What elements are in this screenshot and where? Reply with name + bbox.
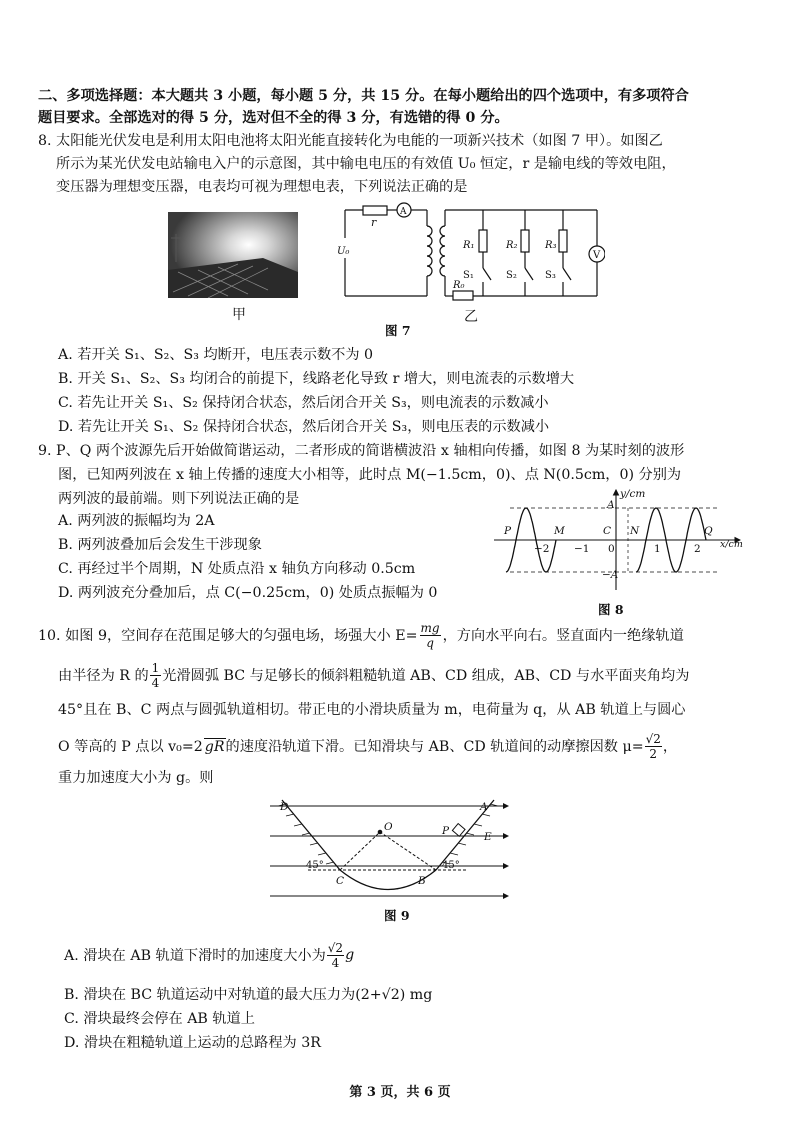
page-footer: 第 3 页，共 6 页 [349, 1085, 451, 1100]
quarter-fraction-num: 1 [151, 660, 160, 675]
q10-option-a [64, 935, 354, 975]
quarter-fraction [150, 661, 162, 690]
q8-option-c: C. 若先让开关 S₁、S₂ 保持闭合状态，然后闭合开关 S₃，则电流表的示数减小 [58, 395, 549, 411]
q10-stem1-post: ，方向水平向右。竖直面内一绝缘轨道 [442, 628, 684, 644]
q9-option-a: A. 两列波的振幅均为 2A [58, 513, 215, 529]
figure9-caption: 图 9 [384, 908, 410, 923]
field-fraction-num: mg [420, 620, 440, 635]
circuit-label-s1: S₁ [463, 270, 474, 281]
circuit-label-s3: S₃ [545, 270, 556, 281]
field-fraction-den: q [426, 635, 434, 650]
circuit-label-r: r [371, 216, 377, 229]
q10-option-a-pre: A. 滑块在 AB 轨道下滑时的加速度大小为 [64, 948, 326, 964]
q9-stem-line1: 9. P、Q 两个波源先后开始做简谐运动，二者形成的简谐横波沿 x 轴相向传播，如图 8 为某时刻的波形 [38, 443, 685, 459]
circuit-diagram [335, 200, 605, 310]
q10-option-c: C. 滑块最终会停在 AB 轨道上 [64, 1011, 255, 1027]
q10-stem-line4 [58, 728, 677, 764]
q9-stem-line2: 图，已知两列波在 x 轴上传播的速度大小相等，此时点 M(−1.5cm，0)、点 N(0.5cm，0) 分别为 [58, 467, 682, 483]
track-label-d: D [280, 801, 289, 813]
circuit-label-r1: R₁ [463, 240, 475, 251]
q8-stem-line3: 变压器为理想变压器，电表均可视为理想电表，下列说法正确的是 [56, 179, 468, 195]
q10-stem4-post: ， [662, 739, 678, 755]
graph-point-m: M [554, 525, 565, 537]
sqrt-gr: gR [204, 738, 225, 755]
q9-option-d: D. 两列波充分叠加后，点 C(−0.25cm，0) 处质点振幅为 0 [58, 585, 438, 601]
mu-fraction-den: 2 [649, 746, 658, 761]
q10-stem4-pre: O 等高的 P 点以 v₀=2 [58, 739, 203, 755]
circuit-label-u0: U₀ [337, 246, 350, 257]
q10-stem2-pre: 由半径为 R 的 [58, 668, 149, 684]
figure8-caption: 图 8 [598, 602, 624, 617]
q10-stem-line5: 重力加速度大小为 g。则 [58, 770, 214, 786]
graph-tick-2: 2 [694, 543, 701, 555]
figure7-label-jia: 甲 [232, 307, 246, 323]
circuit-label-r0: R₀ [453, 280, 465, 291]
q10-stem1-pre: 10. 如图 9，空间存在范围足够大的匀强电场，场强大小 E= [38, 628, 418, 644]
graph-tick-minus2: −2 [534, 543, 550, 555]
section-heading-line2: 题目要求。全部选对的得 5 分，选对但不全的得 3 分，有选错的得 0 分。 [38, 110, 509, 126]
figure7-caption: 图 7 [385, 323, 411, 338]
graph-tick-1: 1 [654, 543, 661, 555]
section-heading-line1: 二、多项选择题：本大题共 3 小题，每小题 5 分，共 15 分。在每小题给出的四个选项中，有多项符合 [38, 88, 689, 104]
q9-option-b: B. 两列波叠加后会发生干涉现象 [58, 537, 262, 553]
q8-stem-line2: 所示为某光伏发电站输电入户的示意图，其中输电电压的有效值 U₀ 恒定，r 是输电线的等效电阻， [56, 156, 676, 172]
track-angle-left: 45° [306, 860, 324, 871]
q8-option-b: B. 开关 S₁、S₂、S₃ 均闭合的前提下，线路老化导致 r 增大，则电流表的示数增大 [58, 371, 575, 387]
graph-y-axis-label: y/cm [620, 488, 646, 500]
q9-option-c: C. 再经过半个周期，N 处质点沿 x 轴负方向移动 0.5cm [58, 561, 416, 577]
graph-point-n: N [630, 525, 640, 537]
option-a-fraction [327, 941, 344, 970]
graph-tick-0: 0 [608, 543, 615, 555]
ammeter-label: A [400, 207, 407, 217]
q10-stem-line2 [58, 658, 689, 692]
q10-stem2-post: 光滑圆弧 BC 与足够长的倾斜粗糙轨道 AB、CD 组成，AB、CD 与水平面夹角均为 [162, 668, 690, 684]
field-fraction [420, 621, 441, 650]
track-angle-right: 45° [442, 860, 460, 871]
figure7-label-yi: 乙 [464, 309, 478, 325]
track-label-o: O [384, 821, 393, 833]
track-label-e: E [484, 831, 492, 843]
option-a-fraction-den: 4 [331, 955, 340, 970]
q10-stem4-mid: 的速度沿轨道下滑。已知滑块与 AB、CD 轨道间的动摩擦因数 μ= [225, 739, 644, 755]
q10-option-a-post: g [345, 947, 355, 963]
track-label-b: B [418, 875, 426, 887]
circuit-label-s2: S₂ [506, 270, 517, 281]
graph-label-minus-amplitude: −A [602, 569, 619, 581]
q10-stem-line3: 45°且在 B、C 两点与圆弧轨道相切。带正电的小滑块质量为 m，电荷量为 q，从 AB 轨道上与圆心 [58, 702, 686, 718]
track-diagram [268, 794, 518, 904]
track-label-p: P [442, 825, 450, 837]
voltmeter-label: V [593, 250, 601, 261]
q10-stem-line1 [38, 618, 684, 652]
track-label-c: C [336, 875, 345, 887]
q8-stem-line1: 8. 太阳能光伏发电是利用太阳电池将太阳光能直接转化为电能的一项新兴技术（如图 7 甲）。如图乙 [38, 133, 663, 149]
circuit-label-r2: R₂ [506, 240, 518, 251]
option-a-fraction-num: √2 [327, 940, 344, 955]
q8-option-a: A. 若开关 S₁、S₂、S₃ 均断开，电压表示数不为 0 [58, 347, 374, 363]
circuit-label-r3: R₃ [545, 240, 557, 251]
q10-option-d: D. 滑块在粗糙轨道上运动的总路程为 3R [64, 1035, 321, 1051]
q9-stem-line3: 两列波的最前端。则下列说法正确的是 [58, 491, 300, 507]
graph-tick-minus1: −1 [574, 543, 590, 555]
graph-point-q: Q [704, 525, 713, 537]
q8-option-d: D. 若先让开关 S₁、S₂ 保持闭合状态，然后闭合开关 S₃，则电压表的示数减小 [58, 419, 550, 435]
mu-fraction [645, 732, 662, 761]
mu-fraction-num: √2 [645, 731, 661, 746]
q10-option-b: B. 滑块在 BC 轨道运动中对轨道的最大压力为(2+√2) mg [64, 987, 433, 1003]
quarter-fraction-den: 4 [151, 675, 160, 690]
graph-point-c: C [603, 525, 612, 537]
graph-point-p: P [504, 525, 512, 537]
graph-x-axis-label: x/cm [720, 539, 743, 550]
wave-graph [490, 486, 750, 598]
solar-panel-photo [168, 212, 298, 298]
graph-label-amplitude: A [607, 499, 615, 511]
track-label-a: A [480, 801, 488, 813]
